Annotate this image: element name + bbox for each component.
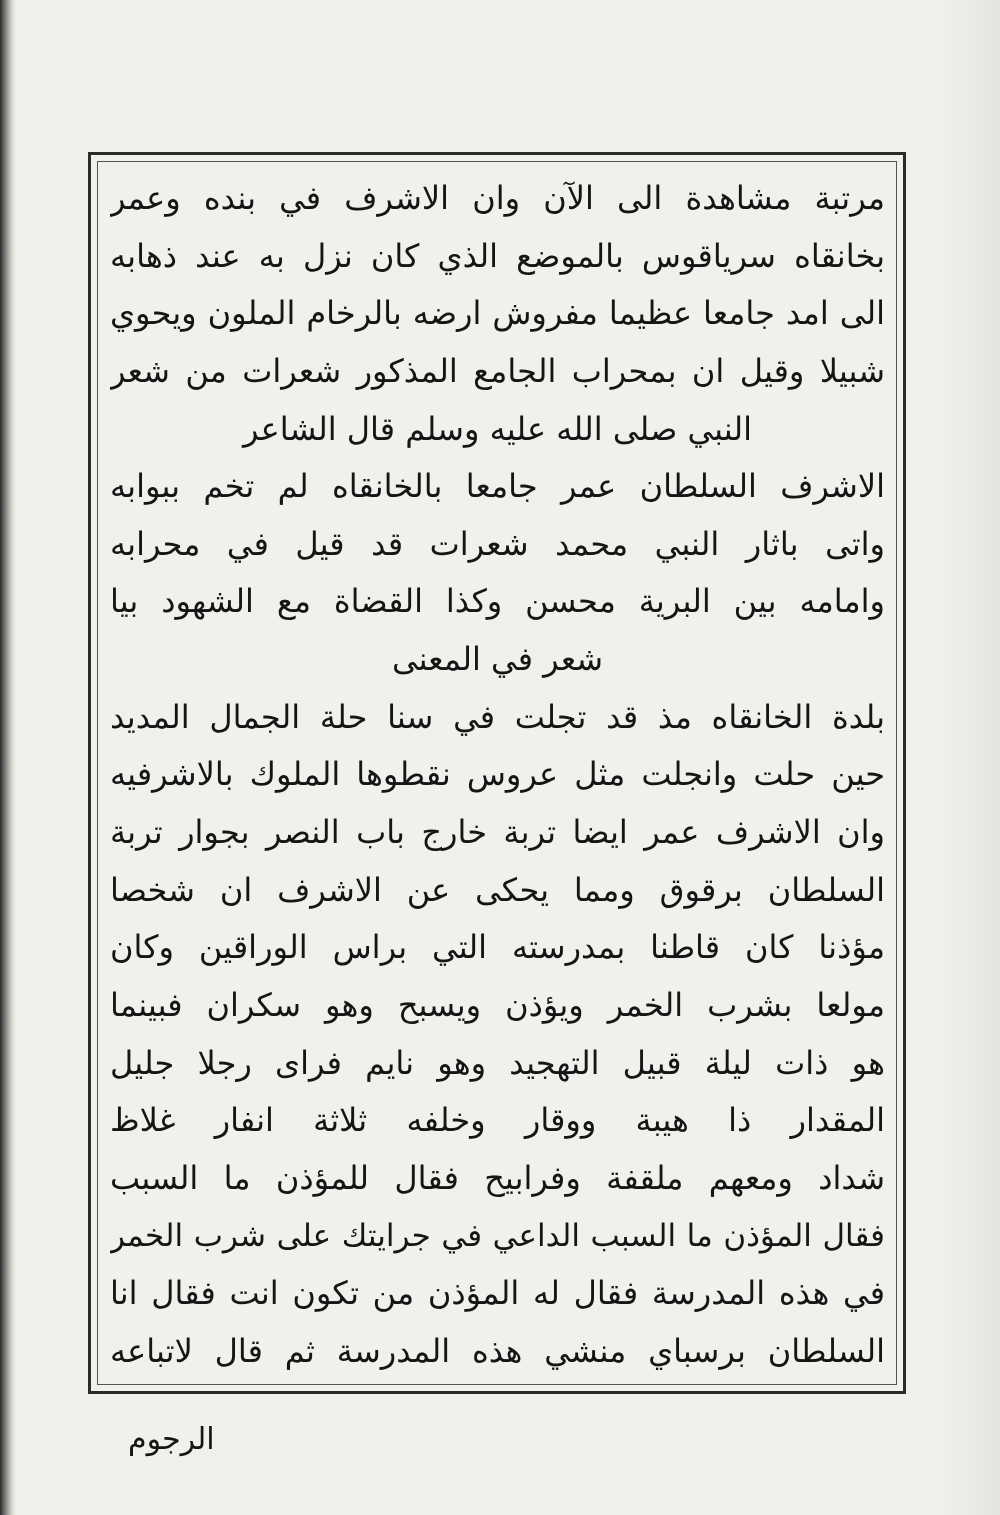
text-line: مرتبة مشاهدة الى الآن وان الاشرف في بنده وعمر [110, 179, 885, 217]
text-line: شبيلا وقيل ان بمحراب الجامع المذكور شعرات من شعر [110, 351, 885, 390]
text-line: الى امد جامعا عظيما مفروش ارضه بالرخام الملون ويحوي [110, 294, 885, 333]
text-line: السلطان برسباي منشي هذه المدرسة ثم قال لاتباعه [110, 1331, 885, 1370]
page-binding-edge [0, 0, 16, 1515]
text-line: بلدة الخانقاه مذ قد تجلت في سنا حلة الجمال المديد [110, 697, 885, 736]
text-line: هو ذات ليلة قبيل التهجيد وهو نايم فراى رجلا جليل [110, 1043, 885, 1082]
text-line: بخانقاه سرياقوس بالموضع الذي كان نزل به عند ذهابه [110, 236, 885, 275]
section-heading: شعر في المعنى [391, 640, 604, 679]
text-line: حين حلت وانجلت مثل عروس نقطوها الملوك بالاشرفيه [110, 755, 885, 794]
manuscript-text-block [110, 172, 885, 1377]
text-line: فقال المؤذن ما السبب الداعي في جرايتك على شرب الخمر [110, 1217, 885, 1254]
text-line: وان الاشرف عمر ايضا تربة خارج باب النصر بجوار تربة [110, 813, 885, 852]
text-line: شداد ومعهم ملقفة وفرابيح فقال للمؤذن ما السبب [110, 1158, 885, 1197]
text-line: واتى باثار النبي محمد شعرات قد قيل في محرابه [110, 524, 885, 563]
text-line: الاشرف السلطان عمر جامعا بالخانقاه لم تخم ببوابه [110, 467, 885, 506]
text-line: السلطان برقوق ومما يحكى عن الاشرف ان شخصا [110, 870, 885, 909]
text-line: مولعا بشرب الخمر ويؤذن ويسبح وهو سكران فبينما [110, 985, 885, 1024]
text-line: مؤذنا كان قاطنا بمدرسته التي براس الوراقين وكان [110, 928, 885, 967]
text-line: المقدار ذا هيبة ووقار وخلفه ثلاثة انفار غلاظ [110, 1101, 885, 1140]
catchword: الرجوم [128, 1422, 215, 1457]
text-line: وامامه بين البرية محسن وكذا القضاة مع الشهود بيا [110, 582, 885, 621]
text-line-verse-intro: النبي صلى الله عليه وسلم قال الشاعر [242, 409, 753, 448]
text-line: في هذه المدرسة فقال له المؤذن من تكون انت فقال انا [110, 1274, 885, 1313]
paper-stain [940, 0, 1000, 1515]
